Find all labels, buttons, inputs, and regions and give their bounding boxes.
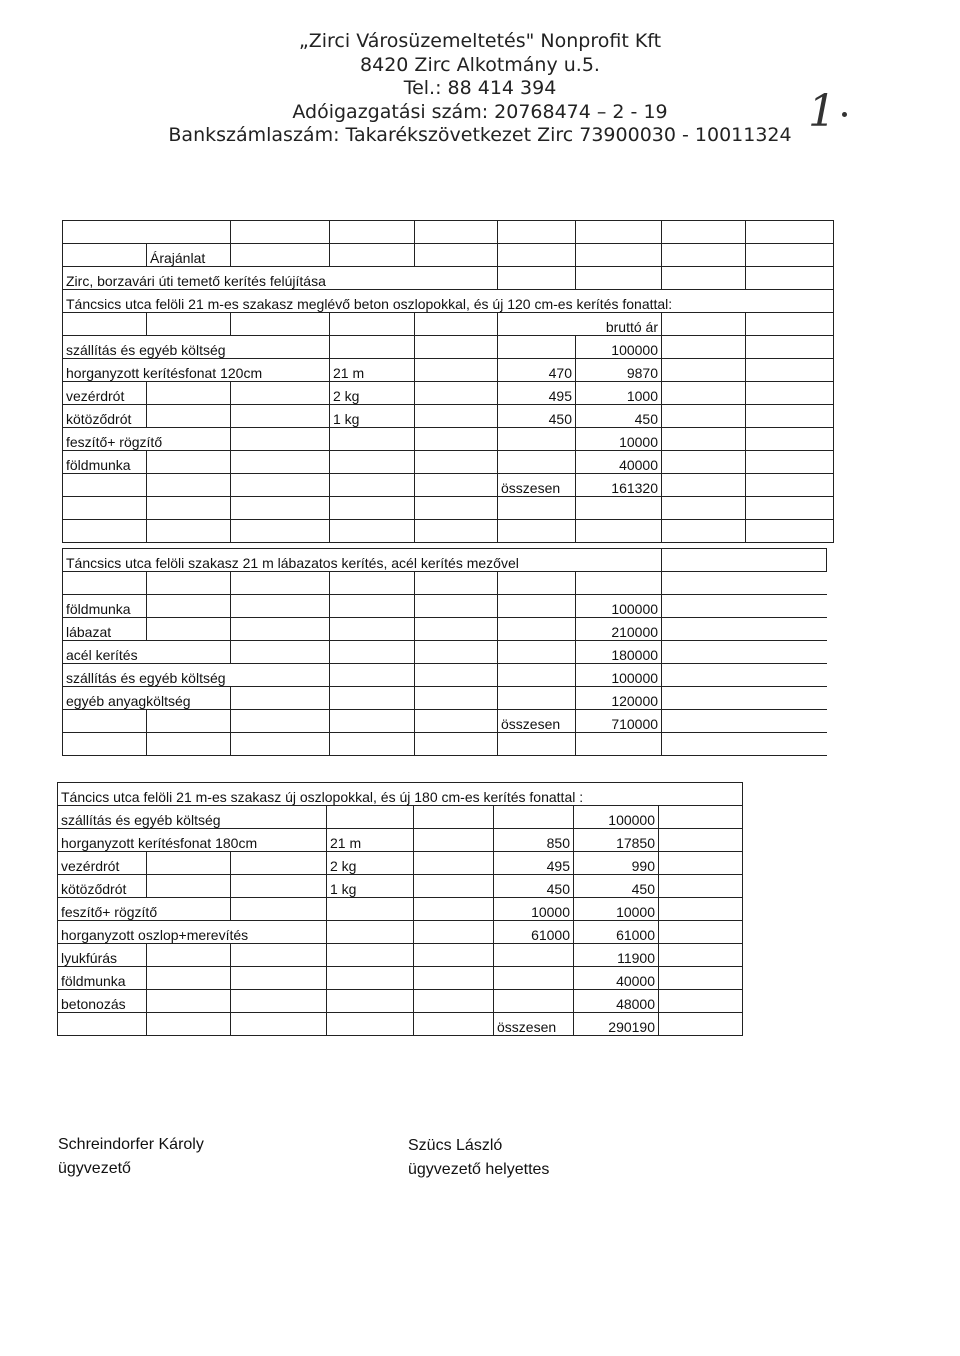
item-name: kötöződrót <box>58 875 147 898</box>
table-row <box>63 641 827 664</box>
item-unit-price: 495 <box>498 382 576 405</box>
item-total: 10000 <box>574 898 659 921</box>
table-row <box>58 944 743 967</box>
table-row <box>63 451 834 474</box>
item-total: 100000 <box>576 336 662 359</box>
signer-title: ügyvezető helyettes <box>408 1161 550 1178</box>
item-name: feszítő+ rögzítő <box>58 898 231 921</box>
sum-value: 290190 <box>574 1013 659 1036</box>
table-row <box>58 806 743 829</box>
table-row <box>63 549 827 572</box>
item-total: 990 <box>574 852 659 875</box>
item-name: földmunka <box>63 595 147 618</box>
item-name: földmunka <box>63 451 147 474</box>
item-name: szállítás és egyéb költség <box>63 336 330 359</box>
signature-block-1 <box>58 1133 204 1181</box>
item-name: vezérdrót <box>63 382 147 405</box>
item-quantity: 2 kg <box>327 852 414 875</box>
item-name: földmunka <box>58 967 147 990</box>
item-total: 40000 <box>576 451 662 474</box>
table-row <box>63 687 827 710</box>
company-tax-id: Adóigazgatási szám: 20768474 – 2 - 19 <box>292 100 668 123</box>
table-row <box>63 664 827 687</box>
item-name: horganyzott kerítésfonat 180cm <box>58 829 327 852</box>
company-phone: Tel.: 88 414 394 <box>403 77 557 99</box>
item-total: 10000 <box>576 428 662 451</box>
item-unit-price: 850 <box>494 829 574 852</box>
item-name: egyéb anyagköltség <box>63 687 231 710</box>
item-total: 100000 <box>576 664 662 687</box>
item-total: 40000 <box>574 967 659 990</box>
item-name: lábazat <box>63 618 147 641</box>
price-header: bruttó ár <box>498 313 662 336</box>
item-total: 100000 <box>576 595 662 618</box>
item-quantity: 21 m <box>330 359 415 382</box>
item-total: 120000 <box>576 687 662 710</box>
table-row <box>58 829 743 852</box>
offer-table-section-1 <box>62 220 834 543</box>
table-row <box>63 221 834 244</box>
table-row <box>63 382 834 405</box>
item-unit-price: 10000 <box>494 898 574 921</box>
sum-label: összesen <box>498 710 576 733</box>
signature-block-2 <box>408 1134 549 1182</box>
item-total: 9870 <box>576 359 662 382</box>
item-total: 61000 <box>574 921 659 944</box>
item-quantity: 21 m <box>327 829 414 852</box>
item-quantity: 2 kg <box>330 382 415 405</box>
section-1-heading: Táncsics utca felöli 21 m-es szakasz meglévő beton oszlopokkal, és új 120 cm-es kerítés fonattal: <box>63 290 834 313</box>
item-name: szállítás és egyéb költség <box>58 806 327 829</box>
table-row <box>63 520 834 543</box>
table-row <box>63 359 834 382</box>
table-row <box>58 921 743 944</box>
table-row <box>63 290 834 313</box>
sum-label: összesen <box>494 1013 574 1036</box>
company-name: „Zirci Városüzemeltetés" Nonprofit Kft <box>298 30 662 52</box>
table-row <box>63 313 834 336</box>
table-row <box>63 497 834 520</box>
table-row <box>63 733 827 756</box>
table-row <box>63 244 834 267</box>
table-row <box>58 875 743 898</box>
item-name: kötöződrót <box>63 405 147 428</box>
offer-subject: Zirc, borzavári úti temető kerítés felújítása <box>63 267 498 290</box>
item-total: 450 <box>576 405 662 428</box>
table-row <box>58 967 743 990</box>
sum-value: 161320 <box>576 474 662 497</box>
table-row <box>63 267 834 290</box>
table-row <box>58 898 743 921</box>
item-total: 100000 <box>574 806 659 829</box>
table-row <box>58 852 743 875</box>
item-name: acél kerítés <box>63 641 231 664</box>
table-row <box>63 595 827 618</box>
item-name: betonozás <box>58 990 147 1013</box>
item-unit-price: 495 <box>494 852 574 875</box>
signer-title: ügyvezető <box>58 1160 131 1177</box>
sum-label: összesen <box>498 474 576 497</box>
item-unit-price: 450 <box>498 405 576 428</box>
item-name: horganyzott kerítésfonat 120cm <box>63 359 330 382</box>
item-name: lyukfúrás <box>58 944 147 967</box>
page-number-dot <box>842 112 847 117</box>
signer-name: Schreindorfer Károly <box>58 1136 204 1153</box>
table-row <box>63 618 827 641</box>
item-quantity: 1 kg <box>330 405 415 428</box>
item-unit-price: 450 <box>494 875 574 898</box>
item-name: vezérdrót <box>58 852 147 875</box>
table-row <box>63 336 834 359</box>
table-row <box>63 710 827 733</box>
item-name: horganyzott oszlop+merevítés <box>58 921 327 944</box>
section-3-heading: Táncics utca felöli 21 m-es szakasz új oszlopokkal, és új 180 cm-es kerítés fonattal : <box>58 783 743 806</box>
table-row <box>58 990 743 1013</box>
item-total: 210000 <box>576 618 662 641</box>
offer-table-section-2 <box>62 548 827 756</box>
item-total: 180000 <box>576 641 662 664</box>
table-row <box>58 1013 743 1036</box>
item-name: szállítás és egyéb költség <box>63 664 330 687</box>
item-total: 17850 <box>574 829 659 852</box>
table-row <box>58 783 743 806</box>
offer-title: Árajánlat <box>147 244 231 267</box>
item-unit-price: 470 <box>498 359 576 382</box>
table-row <box>63 572 827 595</box>
item-total: 1000 <box>576 382 662 405</box>
company-address: 8420 Zirc Alkotmány u.5. <box>360 53 600 76</box>
sum-value: 710000 <box>576 710 662 733</box>
company-bank: Bankszámlaszám: Takarékszövetkezet Zirc 73900030 - 10011324 <box>168 124 792 146</box>
item-total: 48000 <box>574 990 659 1013</box>
item-unit-price: 61000 <box>494 921 574 944</box>
offer-table-section-3 <box>57 782 743 1036</box>
table-row <box>63 474 834 497</box>
signer-name: Szücs László <box>408 1137 503 1154</box>
table-row <box>63 428 834 451</box>
table-row <box>63 405 834 428</box>
item-name: feszítő+ rögzítő <box>63 428 231 451</box>
section-2-heading: Táncsics utca felöli szakasz 21 m lábazatos kerítés, acél kerítés mezővel <box>63 549 662 572</box>
item-total: 450 <box>574 875 659 898</box>
item-total: 11900 <box>574 944 659 967</box>
page-number: 1 <box>808 86 836 137</box>
item-quantity: 1 kg <box>327 875 414 898</box>
